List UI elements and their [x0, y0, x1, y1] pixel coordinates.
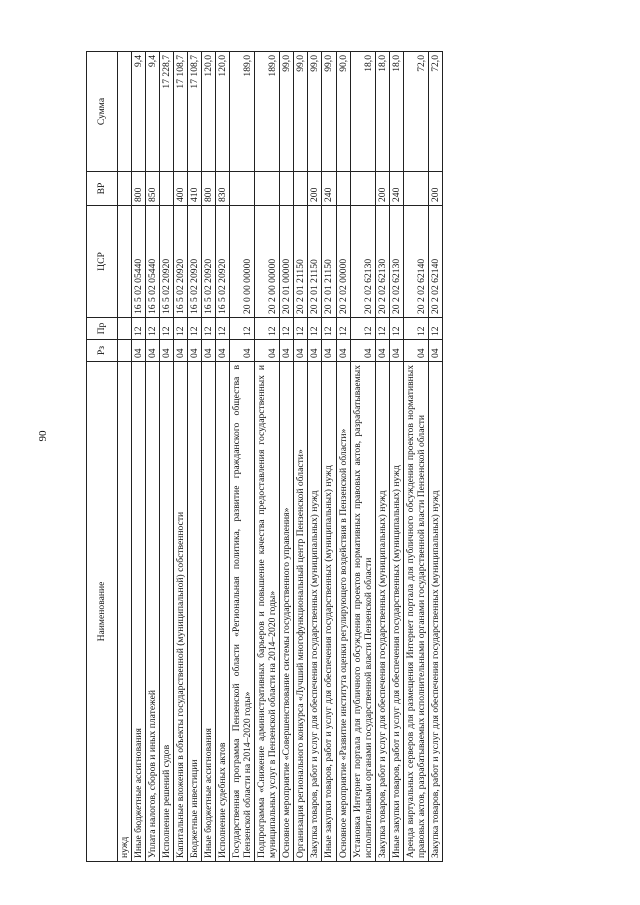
cell-csr: 20 2 02 62140 [428, 206, 442, 318]
cell-rz: 04 [216, 340, 230, 362]
cell-pr: 12 [280, 318, 294, 340]
cell-name: Исполнение судебных актов [216, 362, 230, 862]
cell-sum: 9,4 [146, 52, 160, 172]
cell-rz: 04 [255, 340, 280, 362]
cell-name: Иные бюджетные ассигнования [202, 362, 216, 862]
cell-csr: 20 2 02 62140 [403, 206, 428, 318]
header-pr: Пр [87, 318, 118, 340]
cell-vr [294, 172, 308, 206]
cell-rz: 04 [389, 340, 403, 362]
table-row [308, 52, 322, 862]
cell-pr: 12 [336, 318, 350, 340]
cell-csr: 20 2 02 00000 [336, 206, 350, 318]
cell-vr: 830 [216, 172, 230, 206]
cell-name: Закупка товаров, работ и услуг для обеспечения государственных (муниципальных) нужд [375, 362, 389, 862]
cell-rz: 04 [174, 340, 188, 362]
cell-name: Иные закупки товаров, работ и услуг для обеспечения государственных (муниципальных) нужд [322, 362, 336, 862]
cell-pr: 12 [350, 318, 375, 340]
cell-name: Государственная программа Пензенской области «Региональная политика, развитие гражданского общества в Пензенской области на 2014–2020 годы» [230, 362, 255, 862]
cell-csr [118, 206, 132, 318]
cell-pr: 12 [160, 318, 174, 340]
table-row [188, 52, 202, 862]
cell-sum: 17 108,7 [174, 52, 188, 172]
cell-name: Основное мероприятие «Развитие института оценки регулирующего воздействия в Пензенской области» [336, 362, 350, 862]
cell-vr: 850 [146, 172, 160, 206]
cell-vr: 800 [132, 172, 146, 206]
cell-sum: 120,0 [216, 52, 230, 172]
table-row [216, 52, 230, 862]
cell-csr: 20 0 00 00000 [230, 206, 255, 318]
cell-csr: 20 2 00 00000 [255, 206, 280, 318]
cell-csr: 16 5 02 20920 [202, 206, 216, 318]
cell-name: Установка Интернет портала для публичного обсуждения проектов нормативных правовых актов, разрабатываемых исполнительными органами государственной власти Пензенской области [350, 362, 375, 862]
cell-pr: 12 [230, 318, 255, 340]
cell-vr [403, 172, 428, 206]
cell-rz: 04 [336, 340, 350, 362]
cell-vr [280, 172, 294, 206]
cell-sum: 72,0 [403, 52, 428, 172]
header-csr: ЦСР [87, 206, 118, 318]
cell-pr: 12 [389, 318, 403, 340]
table-row [280, 52, 294, 862]
table-row [255, 52, 280, 862]
cell-rz: 04 [350, 340, 375, 362]
cell-pr: 12 [322, 318, 336, 340]
header-sum: Сумма [87, 52, 118, 172]
cell-sum: 9,4 [132, 52, 146, 172]
table-row [160, 52, 174, 862]
cell-rz: 04 [403, 340, 428, 362]
cell-sum: 17 108,7 [188, 52, 202, 172]
cell-vr [230, 172, 255, 206]
cell-pr: 12 [216, 318, 230, 340]
cell-sum: 99,0 [294, 52, 308, 172]
table-header-row [87, 52, 118, 862]
cell-csr: 20 2 02 62130 [375, 206, 389, 318]
cell-sum: 189,0 [230, 52, 255, 172]
cell-pr: 12 [132, 318, 146, 340]
cell-pr: 12 [375, 318, 389, 340]
cell-sum: 18,0 [375, 52, 389, 172]
cell-name: нужд [118, 362, 132, 862]
cell-csr: 16 5 02 20920 [174, 206, 188, 318]
cell-rz: 04 [375, 340, 389, 362]
cell-csr: 16 5 02 20920 [216, 206, 230, 318]
table-row [428, 52, 442, 862]
cell-vr [160, 172, 174, 206]
table-row [174, 52, 188, 862]
cell-rz: 04 [280, 340, 294, 362]
table-row [202, 52, 216, 862]
cell-name: Уплата налогов, сборов и иных платежей [146, 362, 160, 862]
table-row [389, 52, 403, 862]
cell-rz: 04 [322, 340, 336, 362]
cell-pr: 12 [308, 318, 322, 340]
cell-vr: 410 [188, 172, 202, 206]
cell-sum: 99,0 [322, 52, 336, 172]
cell-sum [118, 52, 132, 172]
cell-rz: 04 [294, 340, 308, 362]
table-body [118, 52, 443, 862]
cell-csr: 20 2 01 21150 [308, 206, 322, 318]
cell-rz: 04 [146, 340, 160, 362]
cell-sum: 72,0 [428, 52, 442, 172]
table-row [118, 52, 132, 862]
cell-pr: 12 [294, 318, 308, 340]
cell-sum: 18,0 [350, 52, 375, 172]
cell-pr: 12 [255, 318, 280, 340]
cell-rz [118, 340, 132, 362]
cell-name: Исполнение решений судов [160, 362, 174, 862]
cell-vr: 200 [375, 172, 389, 206]
cell-vr [118, 172, 132, 206]
table-row [403, 52, 428, 862]
cell-csr: 16 5 02 05440 [132, 206, 146, 318]
cell-name: Основное мероприятие «Совершенствование системы государственного управления» [280, 362, 294, 862]
cell-vr: 240 [322, 172, 336, 206]
table-row [294, 52, 308, 862]
cell-pr: 12 [146, 318, 160, 340]
table-row [132, 52, 146, 862]
cell-vr [255, 172, 280, 206]
cell-vr [350, 172, 375, 206]
cell-csr: 16 5 02 20920 [188, 206, 202, 318]
page-number: 90 [37, 430, 49, 442]
cell-pr: 12 [428, 318, 442, 340]
cell-name: Капитальные вложения в объекты государственной (муниципальной) собственности [174, 362, 188, 862]
cell-rz: 04 [308, 340, 322, 362]
table-row [336, 52, 350, 862]
header-vr: ВР [87, 172, 118, 206]
cell-vr: 400 [174, 172, 188, 206]
cell-pr [118, 318, 132, 340]
cell-sum: 90,0 [336, 52, 350, 172]
table-row [375, 52, 389, 862]
cell-sum: 120,0 [202, 52, 216, 172]
cell-rz: 04 [188, 340, 202, 362]
table-row [322, 52, 336, 862]
cell-pr: 12 [174, 318, 188, 340]
cell-name: Бюджетные инвестиции [188, 362, 202, 862]
cell-name: Иные бюджетные ассигнования [132, 362, 146, 862]
header-name: Наименование [87, 362, 118, 862]
cell-name: Аренда виртуальных серверов для размещения Интернет портала для публичного обсуждения проектов нормативных правовых актов, разрабатываемых исполнительными органами государственной власти Пензенской области [403, 362, 428, 862]
cell-rz: 04 [202, 340, 216, 362]
cell-sum: 99,0 [280, 52, 294, 172]
rotated-page-content [86, 52, 568, 862]
cell-csr: 20 2 01 21150 [322, 206, 336, 318]
cell-vr: 240 [389, 172, 403, 206]
cell-rz: 04 [160, 340, 174, 362]
cell-sum: 99,0 [308, 52, 322, 172]
cell-rz: 04 [428, 340, 442, 362]
cell-rz: 04 [230, 340, 255, 362]
cell-csr: 20 2 02 62130 [350, 206, 375, 318]
cell-name: Подпрограмма «Снижение административных барьеров и повышение качества предоставления государственных и муниципальных услуг в Пензенской области на 2014–2020 годы» [255, 362, 280, 862]
cell-csr: 20 2 02 62130 [389, 206, 403, 318]
cell-pr: 12 [403, 318, 428, 340]
cell-csr: 16 5 02 05440 [146, 206, 160, 318]
cell-pr: 12 [202, 318, 216, 340]
cell-pr: 12 [188, 318, 202, 340]
cell-csr: 20 2 01 00000 [280, 206, 294, 318]
cell-vr [336, 172, 350, 206]
cell-name: Иные закупки товаров, работ и услуг для обеспечения государственных (муниципальных) нужд [389, 362, 403, 862]
cell-sum: 18,0 [389, 52, 403, 172]
cell-name: Закупка товаров, работ и услуг для обеспечения государственных (муниципальных) нужд [428, 362, 442, 862]
cell-csr: 16 5 02 20920 [160, 206, 174, 318]
budget-table [86, 51, 443, 862]
header-rz: Рз [87, 340, 118, 362]
table-row [350, 52, 375, 862]
cell-rz: 04 [132, 340, 146, 362]
cell-vr: 200 [428, 172, 442, 206]
cell-csr: 20 2 01 21150 [294, 206, 308, 318]
cell-sum: 17 228,7 [160, 52, 174, 172]
cell-vr: 800 [202, 172, 216, 206]
cell-name: Организация регионального конкурса «Лучший многофункциональный центр Пензенской области» [294, 362, 308, 862]
cell-vr: 200 [308, 172, 322, 206]
cell-name: Закупка товаров, работ и услуг для обеспечения государственных (муниципальных) нужд [308, 362, 322, 862]
cell-sum: 189,0 [255, 52, 280, 172]
table-row [230, 52, 255, 862]
table-row [146, 52, 160, 862]
